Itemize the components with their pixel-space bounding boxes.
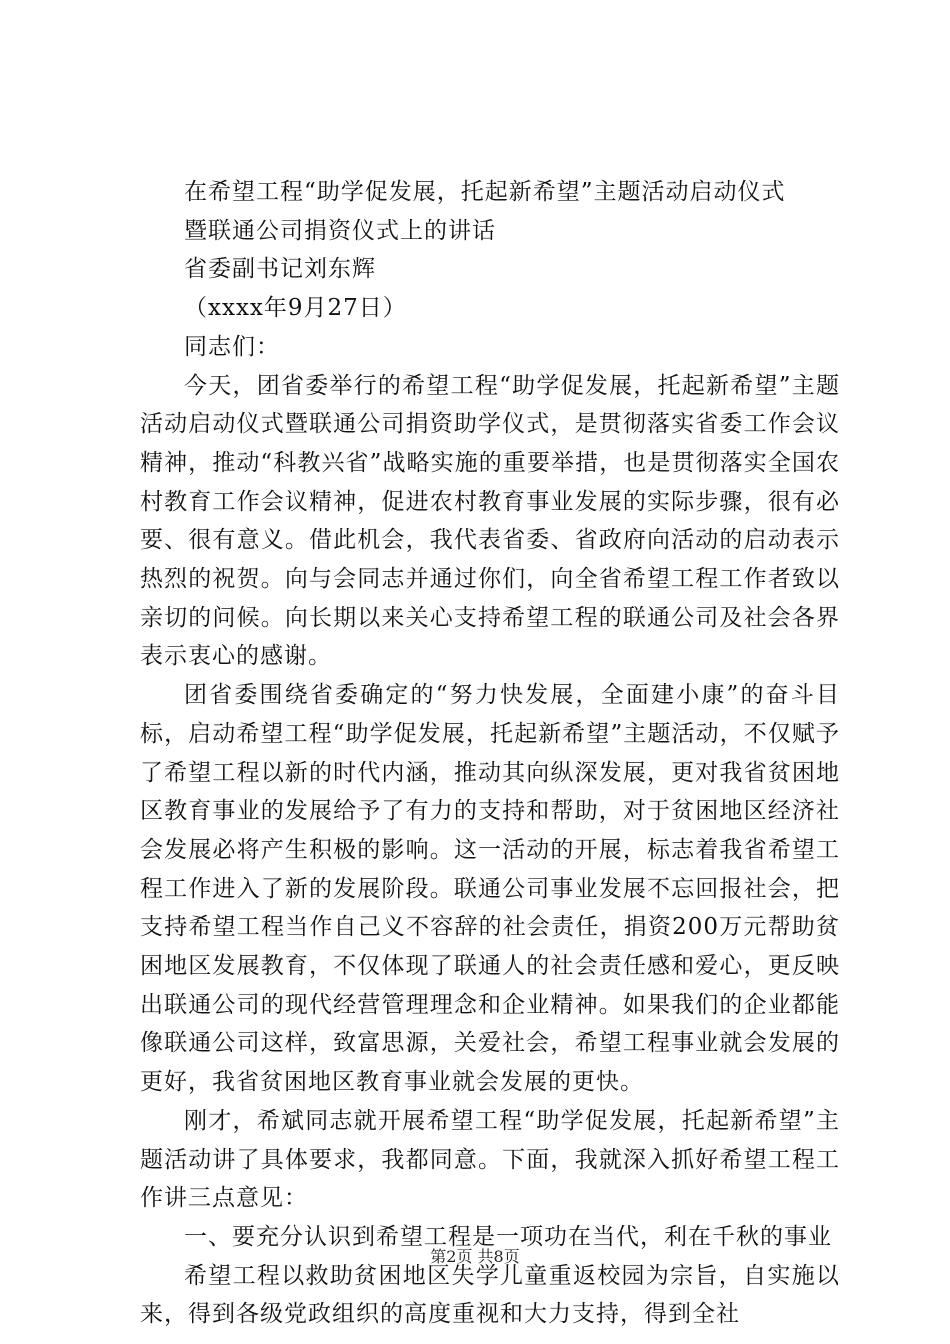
page-number-footer: 第2页 共8页 [430,1247,520,1266]
document-body [140,173,840,1334]
speaker-line: 省委副书记刘东辉 [184,256,376,283]
salutation: 同志们： [184,333,280,360]
body-paragraph: 团省委围绕省委确定的“努力快发展，全面建小康”的奋斗目标，启动希望工程“助学促发展，托起新希望”主题活动，不仅赋予了希望工程以新的时代内涵，推动其向纵深发展，更对我省贫困地区教育事业的发展给予了有力的支持和帮助，对于贫困地区经济社会发展必将产生积极的影响。这一活动的开展，标志着我省希望工程工作进入了新的发展阶段。联通公司事业发展不忘回报社会，把支持希望工程当作自己义不容辞的社会责任，捐资200万元帮助贫困地区发展教育，不仅体现了联通人的社会责任感和爱心，更反映出联通公司的现代经营管理理念和企业精神。如果我们的企业都能像联通公司这样，致富思源，关爱社会，希望工程事业就会发展的更好，我省贫困地区教育事业就会发展的更快。 [140,682,840,1096]
body-paragraph: 今天，团省委举行的希望工程“助学促发展，托起新希望”主题活动启动仪式暨联通公司捐资助学仪式，是贯彻落实省委工作会议精神，推动“科教兴省”战略实施的重要举措，也是贯彻落实全国农村教育工作会议精神，促进农村教育事业发展的实际步骤，很有必要、很有意义。借此机会，我代表省委、省政府向活动的启动表示热烈的祝贺。向与会同志并通过你们，向全省希望工程工作者致以亲切的问候。向长期以来关心支持希望工程的联通公司及社会各界表示衷心的感谢。 [140,372,840,670]
body-paragraph: 刚才，希斌同志就开展希望工程“助学促发展，托起新希望”主题活动讲了具体要求，我都同意。下面，我就深入抓好希望工程工作讲三点意见： [140,1107,840,1212]
title-line-2: 暨联通公司捐资仪式上的讲话 [184,217,496,244]
body-paragraph: 希望工程以救助贫困地区失学儿童重返校园为宗旨，自实施以来，得到各级党政组织的高度重视和大力支持，得到全社 [140,1262,840,1328]
title-line-1: 在希望工程“助学促发展，托起新希望”主题活动启动仪式 [184,179,786,205]
date-line: （xxxx年9月27日） [184,295,407,322]
section-heading: 一、要充分认识到希望工程是一项功在当代，利在千秋的事业 [184,1223,832,1250]
